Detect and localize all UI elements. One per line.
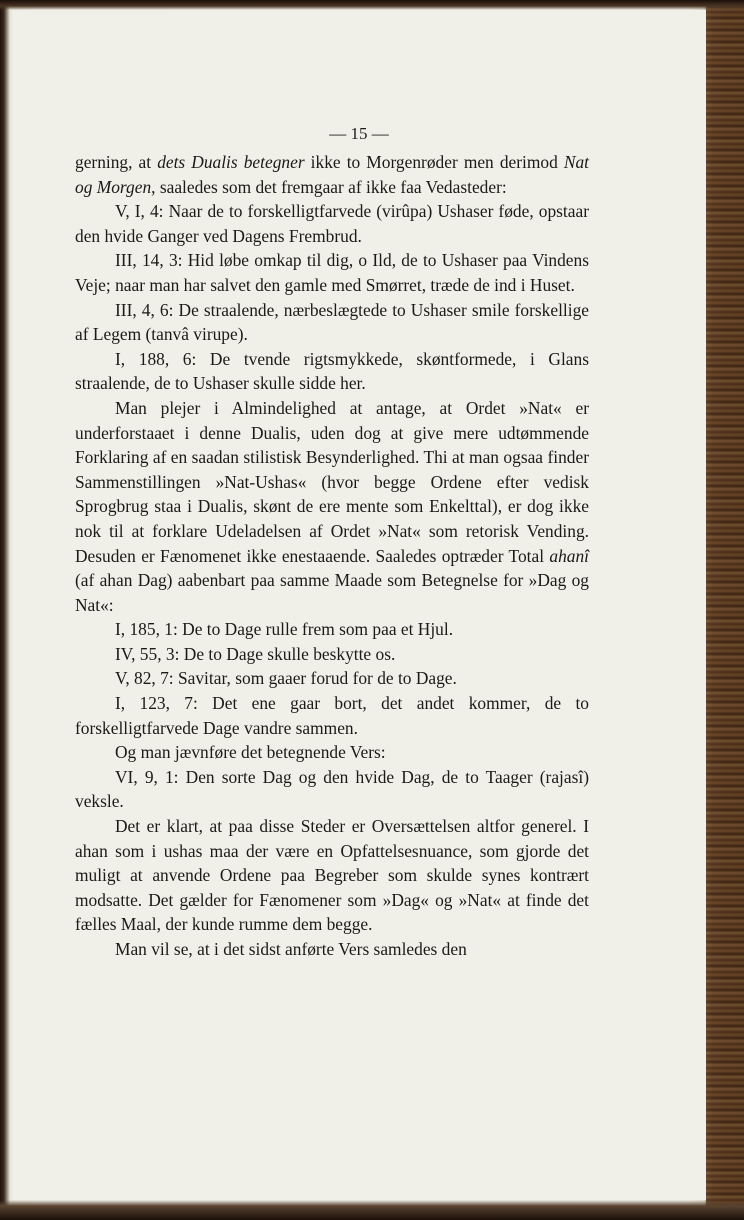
paragraph [75,617,589,642]
page-number: — 15 — [329,124,389,143]
text-run: Og man jævnføre det betegnende Vers: [115,742,386,763]
paragraph [75,814,589,937]
text-run: VI, 9, 1: Den sorte Dag og den hvide Dag, de to Taager (rajasî) veksle. [75,766,589,812]
paragraph [75,666,589,691]
paragraph [75,765,589,814]
book-spine-edge [706,0,744,1220]
text-run: I, 188, 6: De tvende rigtsmykkede, skøntformede, i Glans straalende, de to Ushaser skulle sidde her. [75,348,589,394]
paragraph [75,150,589,199]
text-run: Det er klart, at paa disse Steder er Oversættelsen altfor generel. I ahan som i ushas maa der være en Opfattelsesnuance, som gjorde det muligt at anvende Ordene paa Begreber som skulde synes kontrært modsatte. Det gælder for Fænomener som »Dag« og »Nat« at finde det fælles Maal, der kunde rumme dem begge. [75,816,589,935]
text-run: , saaledes som det fremgaar af ikke faa Vedasteder: [151,176,507,197]
text-run: V, I, 4: Naar de to forskelligtfarvede (virûpa) Ushaser føde, opstaar den hvide Ganger ved Dagens Frembrud. [75,201,589,246]
text-run: I, 185, 1: De to Dage rulle frem som paa et Hjul. [115,619,454,640]
text-run: V, 82, 7: Savitar, som gaaer forud for de to Dage. [115,668,457,689]
paragraph [75,740,589,765]
bottom-edge [0,1200,744,1220]
italic-text: dets Dualis betegner [157,152,305,172]
paragraph [75,396,589,617]
paragraph [75,199,589,248]
paragraph [75,298,589,347]
text-run: III, 14, 3: Hid løbe omkap til dig, o Ild, de to Ushaser paa Vindens Veje; naar man har salvet den gamle med Smørret, træde de ind i Huset. [75,250,589,295]
paragraph [75,347,589,396]
paragraph [75,937,589,962]
top-edge [0,0,744,10]
text-run: ikke to Morgenrøder men derimod [304,152,564,172]
body-text [75,150,589,962]
text-run: gerning, at [75,152,158,172]
text-run: III, 4, 6: De straalende, nærbeslægtede to Ushaser smile forskellige af Legem (tanvâ virupe). [75,299,589,345]
text-run: I, 123, 7: Det ene gaar bort, det andet kommer, de to forskelligtfarvede Dage vandre sammen. [75,693,589,738]
italic-text: Nat og Morgen [75,152,590,197]
text-run: (af ahan Dag) aabenbart paa samme Maade som Betegnelse for »Dag og Nat«: [75,570,589,615]
text-run: Man vil se, at i det sidst anførte Vers samledes den [115,939,467,959]
paragraph [75,248,589,297]
paragraph [75,642,589,667]
italic-text: ahanî [549,545,589,566]
text-run: Man plejer i Almindelighed at antage, at Ordet »Nat« er underforstaaet i denne Dualis, uden dog at give mere udtømmende Forklaring af en saadan stilistisk Besynderlighed. Thi at man ogsaa finder Sammenstillingen »Nat-Ushas« (hvor begge Ordene efter vedisk Sprogbrug staa i Dualis, skønt de ere mente som Enkelttal), er dog ikke nok til at forklare Udeladelsen af Ordet »Nat« som retorisk Vending. Desuden er Fænomenet ikke enestaaende. Saaledes optræder Total [75,397,589,566]
page-sheet [12,10,706,1200]
paragraph [75,691,589,740]
text-run: IV, 55, 3: De to Dage skulle beskytte os. [115,643,396,664]
